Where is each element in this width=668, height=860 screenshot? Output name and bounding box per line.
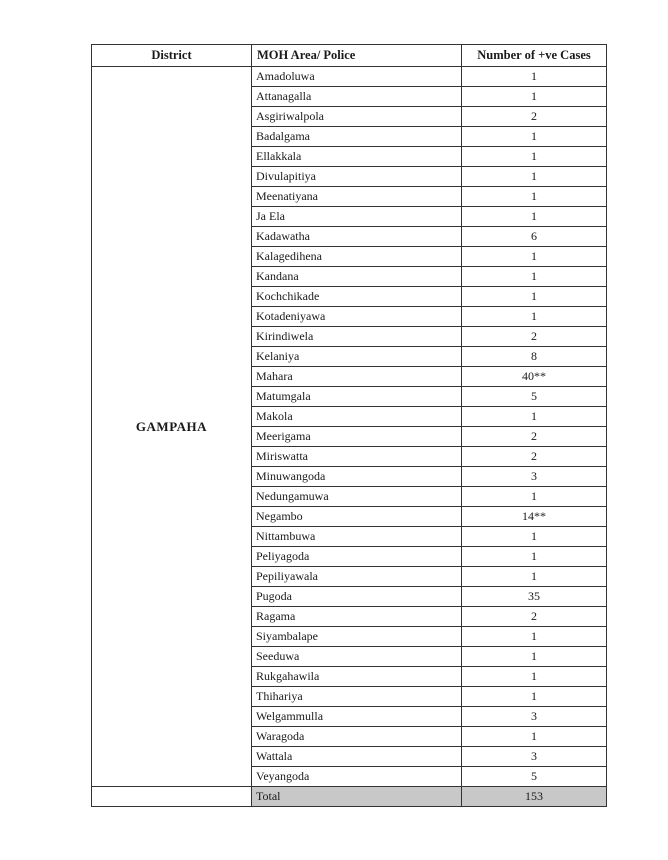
case-count-cell: 35: [462, 587, 607, 607]
moh-area-cell: Ellakkala: [252, 147, 462, 167]
moh-area-cell: Amadoluwa: [252, 67, 462, 87]
moh-area-cell: Pugoda: [252, 587, 462, 607]
moh-area-cell: Kandana: [252, 267, 462, 287]
moh-area-cell: Miriswatta: [252, 447, 462, 467]
moh-area-cell: Siyambalape: [252, 627, 462, 647]
district-cell: GAMPAHA: [92, 67, 252, 787]
case-count-cell: 3: [462, 707, 607, 727]
case-count-cell: 1: [462, 667, 607, 687]
case-count-cell: 1: [462, 147, 607, 167]
case-count-cell: 1: [462, 647, 607, 667]
case-count-cell: 1: [462, 567, 607, 587]
case-count-cell: 1: [462, 167, 607, 187]
case-count-cell: 1: [462, 67, 607, 87]
total-label: Total: [252, 787, 462, 807]
case-count-cell: 14**: [462, 507, 607, 527]
total-count: 153: [462, 787, 607, 807]
case-count-cell: 1: [462, 87, 607, 107]
moh-area-cell: Matumgala: [252, 387, 462, 407]
case-count-cell: 1: [462, 187, 607, 207]
moh-area-cell: Meerigama: [252, 427, 462, 447]
moh-area-cell: Ja Ela: [252, 207, 462, 227]
case-count-cell: 3: [462, 467, 607, 487]
header-case-count: Number of +ve Cases: [462, 45, 607, 67]
moh-area-cell: Wattala: [252, 747, 462, 767]
case-count-cell: 2: [462, 327, 607, 347]
moh-area-cell: Welgammulla: [252, 707, 462, 727]
case-count-cell: 1: [462, 287, 607, 307]
moh-area-cell: Kotadeniyawa: [252, 307, 462, 327]
moh-area-cell: Kelaniya: [252, 347, 462, 367]
case-count-cell: 1: [462, 127, 607, 147]
moh-area-cell: Kalagedihena: [252, 247, 462, 267]
header-row: [92, 45, 607, 67]
moh-area-cell: Ragama: [252, 607, 462, 627]
moh-area-cell: Minuwangoda: [252, 467, 462, 487]
total-row: [92, 787, 607, 807]
case-count-cell: 8: [462, 347, 607, 367]
moh-area-cell: Attanagalla: [252, 87, 462, 107]
moh-area-cell: Negambo: [252, 507, 462, 527]
case-count-cell: 1: [462, 727, 607, 747]
header-district: District: [92, 45, 252, 67]
case-count-cell: 1: [462, 487, 607, 507]
moh-area-cell: Mahara: [252, 367, 462, 387]
case-count-cell: 2: [462, 107, 607, 127]
header-moh-area: MOH Area/ Police: [252, 45, 462, 67]
case-count-cell: 2: [462, 607, 607, 627]
cases-table: [91, 44, 607, 807]
case-count-cell: 2: [462, 427, 607, 447]
moh-area-cell: Pepiliyawala: [252, 567, 462, 587]
moh-area-cell: Nedungamuwa: [252, 487, 462, 507]
total-blank-cell: [92, 787, 252, 807]
moh-area-cell: Thihariya: [252, 687, 462, 707]
moh-area-cell: Nittambuwa: [252, 527, 462, 547]
table-header: [92, 45, 607, 67]
case-count-cell: 1: [462, 627, 607, 647]
moh-area-cell: Kochchikade: [252, 287, 462, 307]
case-count-cell: 1: [462, 307, 607, 327]
case-count-cell: 1: [462, 247, 607, 267]
case-count-cell: 2: [462, 447, 607, 467]
case-count-cell: 5: [462, 767, 607, 787]
moh-area-cell: Kirindiwela: [252, 327, 462, 347]
moh-area-cell: Veyangoda: [252, 767, 462, 787]
case-count-cell: 6: [462, 227, 607, 247]
case-count-cell: 1: [462, 207, 607, 227]
moh-area-cell: Waragoda: [252, 727, 462, 747]
case-count-cell: 3: [462, 747, 607, 767]
table-row: [92, 67, 607, 87]
table-body: [92, 67, 607, 807]
moh-area-cell: Asgiriwalpola: [252, 107, 462, 127]
moh-area-cell: Badalgama: [252, 127, 462, 147]
moh-area-cell: Kadawatha: [252, 227, 462, 247]
case-count-cell: 40**: [462, 367, 607, 387]
moh-area-cell: Seeduwa: [252, 647, 462, 667]
case-count-cell: 1: [462, 267, 607, 287]
case-count-cell: 1: [462, 547, 607, 567]
moh-area-cell: Divulapitiya: [252, 167, 462, 187]
case-count-cell: 5: [462, 387, 607, 407]
moh-area-cell: Meenatiyana: [252, 187, 462, 207]
moh-area-cell: Rukgahawila: [252, 667, 462, 687]
moh-area-cell: Makola: [252, 407, 462, 427]
case-count-cell: 1: [462, 527, 607, 547]
case-count-cell: 1: [462, 687, 607, 707]
moh-area-cell: Peliyagoda: [252, 547, 462, 567]
case-count-cell: 1: [462, 407, 607, 427]
